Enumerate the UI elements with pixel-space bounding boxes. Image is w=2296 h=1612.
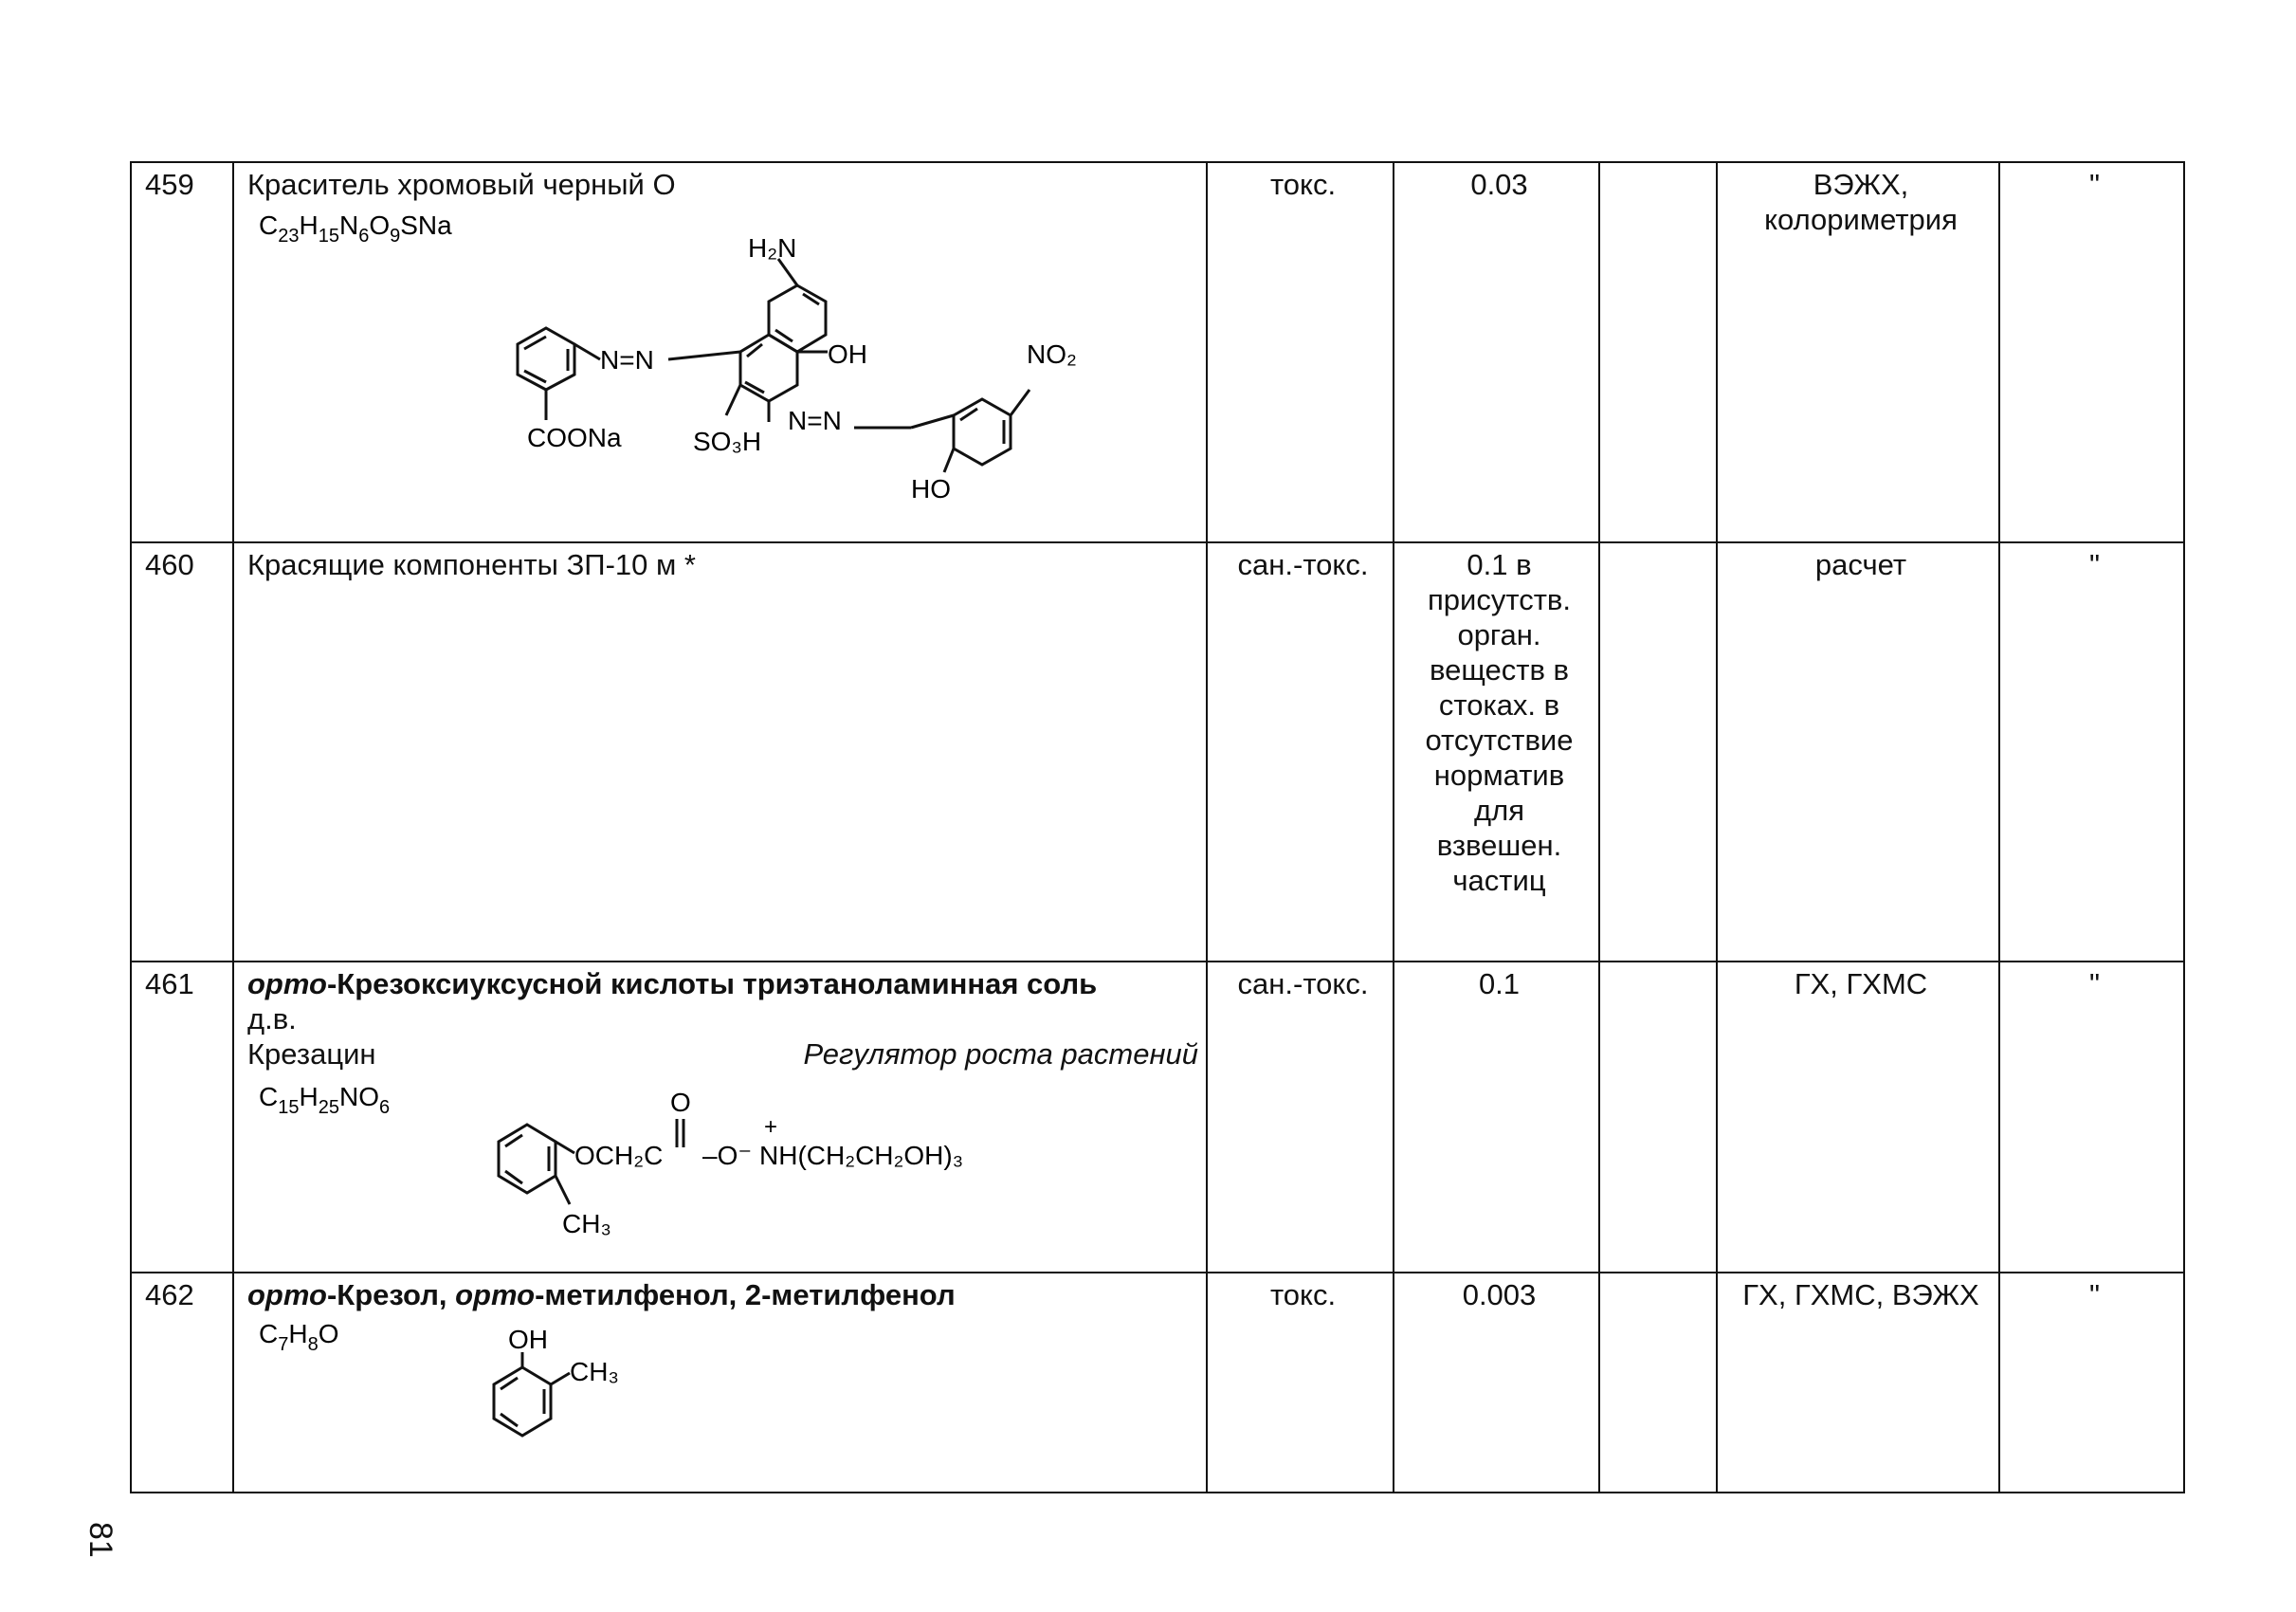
ditto-cell: ": [1999, 542, 2184, 962]
substance-name: орто-Крезоксиуксусной кислоты триэтаноламинная соль: [247, 967, 1098, 1000]
hydroxyl-label: OH: [508, 1325, 548, 1354]
row-number: 461: [131, 962, 233, 1273]
hydroxyl-label: OH: [828, 339, 867, 369]
azo-group-label-2: N=N: [788, 406, 842, 435]
table-row-461: [131, 962, 2184, 1273]
blank-cell: [1599, 1273, 1717, 1493]
substance-cell: [233, 162, 1207, 542]
substance-name: орто-Крезол, орто-метилфенол, 2-метилфенол: [247, 1278, 956, 1311]
cation-label: NH(CH₂CH₂OH)₃: [759, 1141, 964, 1170]
anion-label: –O⁻: [702, 1141, 753, 1170]
carboxylate-label: COONa: [527, 423, 622, 452]
row-number: 462: [131, 1273, 233, 1493]
blank-cell: [1599, 962, 1717, 1273]
method-cell: расчет: [1717, 542, 1999, 962]
value-cell: 0.003: [1394, 1273, 1599, 1493]
carbonyl-oxygen-label: O: [670, 1088, 691, 1117]
blank-cell: [1599, 542, 1717, 962]
chemical-structure-459: [247, 202, 1198, 541]
substance-name: Краситель хромовый черный О: [247, 168, 676, 201]
chemical-structure-461: [247, 1072, 1198, 1259]
ditto-cell: ": [1999, 162, 2184, 542]
substance-name-line2: д.в.: [247, 1002, 297, 1035]
molecular-formula: $C_{23}H_{15}N_6O_9SNa$: [259, 211, 452, 247]
value-cell: 0.03: [1394, 162, 1599, 542]
methyl-label: CH₃: [562, 1209, 611, 1238]
sulfonic-group-label: SO₃H: [693, 427, 762, 456]
trade-name-row: [247, 1036, 1198, 1072]
page-number: 81: [82, 1522, 118, 1558]
cation-charge-label: +: [764, 1114, 778, 1140]
ditto-cell: ": [1999, 962, 2184, 1273]
substance-cell: [233, 1273, 1207, 1493]
table-row-460: [131, 542, 2184, 962]
row-number: 459: [131, 162, 233, 542]
class-cell: сан.-токс.: [1207, 962, 1394, 1273]
methyl-label: CH₃: [570, 1357, 619, 1386]
table-row-459: [131, 162, 2184, 542]
chemical-structure-462: [247, 1312, 1198, 1491]
substance-name: Красящие компоненты ЗП-10 м *: [247, 548, 696, 581]
trade-name: Крезацин: [247, 1037, 376, 1071]
use-note: Регулятор роста растений: [803, 1037, 1198, 1071]
class-cell: токс.: [1207, 1273, 1394, 1493]
row-number: 460: [131, 542, 233, 962]
value-cell: 0.1 в присутств. орган. веществ в стоках. в отсутствие норматив для взвешен. частиц: [1394, 542, 1599, 962]
molecular-formula: $C_{15}H_{25}NO_6$: [259, 1082, 391, 1118]
blank-cell: [1599, 162, 1717, 542]
substance-cell: [233, 962, 1207, 1273]
value-cell: 0.1: [1394, 962, 1599, 1273]
molecular-formula: $C_7H_8O$: [259, 1319, 339, 1355]
hydroxyl-label-2: HO: [911, 474, 951, 504]
method-cell: ВЭЖХ, колориметрия: [1717, 162, 1999, 542]
substance-cell: [233, 542, 1207, 962]
method-cell: ГХ, ГХМС: [1717, 962, 1999, 1273]
class-cell: сан.-токс.: [1207, 542, 1394, 962]
azo-group-label: N=N: [600, 345, 654, 375]
nitro-group-label: NO₂: [1027, 339, 1077, 369]
method-cell: ГХ, ГХМС, ВЭЖХ: [1717, 1273, 1999, 1493]
amino-group-label: H₂N: [748, 233, 797, 263]
ditto-cell: ": [1999, 1273, 2184, 1493]
table-row-462: [131, 1273, 2184, 1493]
substance-table: [130, 161, 2185, 1493]
ester-chain-label: OCH₂C: [574, 1141, 664, 1170]
class-cell: токс.: [1207, 162, 1394, 542]
